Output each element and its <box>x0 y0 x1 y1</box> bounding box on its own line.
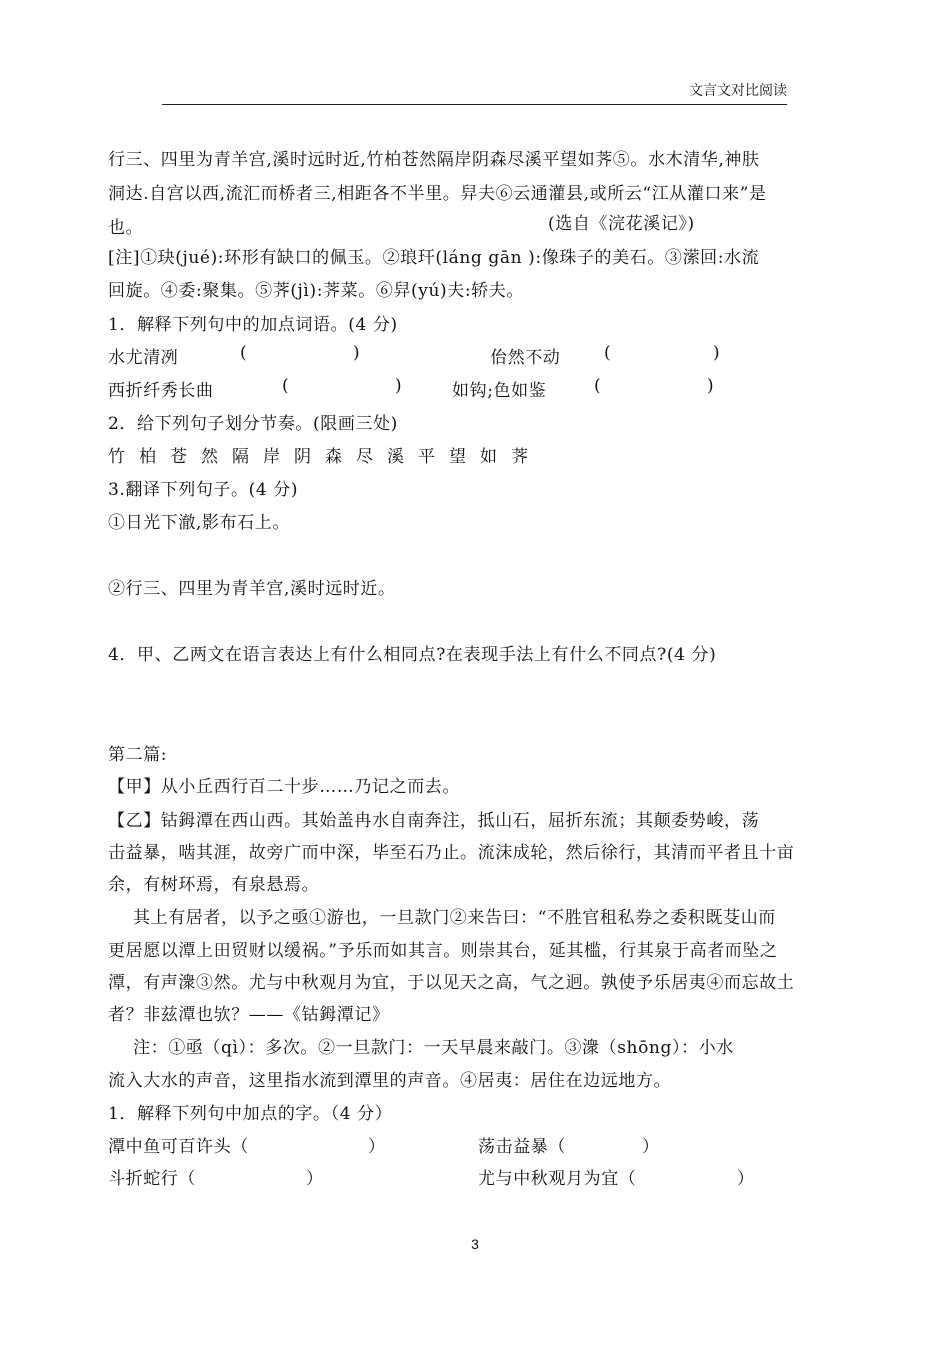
question-4: 4．甲、乙两文在语言表达上有什么相同点?在表现手法上有什么不同点?(4 分) <box>108 645 717 665</box>
passage-line: 更居愿以潭上田贸财以缓祸。”予乐而如其言。则崇其台，延其槛，行其泉于高者而坠之 <box>108 941 778 961</box>
passage-line: 也。 <box>108 218 144 238</box>
close-paren: ) <box>353 343 361 363</box>
translate-item: ①日光下澈,影布石上。 <box>108 513 291 533</box>
note-line: [注]①玦(jué):环形有缺口的佩玉。②琅玕(láng gān ):像珠子的美石。③潆回:水流 <box>108 248 760 268</box>
close-paren: ） <box>642 1137 660 1157</box>
translate-item: ②行三、四里为青羊宫,溪时远时近。 <box>108 579 396 599</box>
word-item: 潭中鱼可百许头（ <box>108 1137 249 1157</box>
close-paren: ） <box>306 1169 324 1189</box>
word-item: 水尤清冽 <box>108 348 179 368</box>
passage-jia: 【甲】从小丘西行百二十步……乃记之而去。 <box>108 777 460 797</box>
word-item: 斗折蛇行（ <box>108 1169 196 1189</box>
question-3: 3.翻译下列句子。(4 分) <box>108 480 299 500</box>
close-paren: ) <box>707 376 715 396</box>
open-paren: ( <box>240 343 248 363</box>
word-item: 佁然不动 <box>490 348 561 368</box>
close-paren: ） <box>368 1137 386 1157</box>
source-citation: (选自《浣花溪记》) <box>548 214 695 234</box>
note-line: 流入大水的声音，这里指水流到潭里的声音。④居夷：居住在边远地方。 <box>108 1071 672 1091</box>
word-item: 西折纤秀长曲 <box>108 381 214 401</box>
passage-line: 击益暴，啮其涯，故旁广而中深，毕至石乃止。流沫成轮，然后徐行，其清而平者且十亩 <box>108 843 795 863</box>
passage-line: 洞达.自宫以西,流汇而桥者三,相距各不半里。舁夫⑥云通灌县,或所云“江从灌口来”是 <box>108 184 767 204</box>
note-line: 回旋。④委:聚集。⑤荠(jì):荠菜。⑥舁(yú)夫:轿夫。 <box>108 281 524 301</box>
close-paren: ) <box>395 376 403 396</box>
question-2: 2．给下列句子划分节奏。(限画三处) <box>108 414 398 434</box>
passage-line: 者？非兹潭也欤？——《钴鉧潭记》 <box>108 1005 390 1025</box>
close-paren: ) <box>713 343 721 363</box>
passage-line: 【乙】钴鉧潭在西山西。其始盖冉水自南奔注，抵山石，屈折东流；其颠委势峻，荡 <box>108 811 760 831</box>
open-paren: ( <box>604 343 612 363</box>
note-line: 注：①亟（qì）：多次。②一旦款门：一天早晨来敲门。③潨（shōng）：小水 <box>133 1038 734 1058</box>
close-paren: ） <box>737 1169 755 1189</box>
word-item: 如钩;色如鉴 <box>452 381 547 401</box>
rhythm-sentence: 竹柏苍然隔岸阴森尽溪平望如荠 <box>108 447 542 467</box>
passage-line: 余，有树环焉，有泉悬焉。 <box>108 875 320 895</box>
passage-line: 潭，有声潨③然。尤与中秋观月为宜，于以见天之高，气之迥。孰使予乐居夷④而忘故土 <box>108 973 795 993</box>
question-1: 1．解释下列句中的加点词语。(4 分) <box>108 315 398 335</box>
page-header <box>162 78 787 105</box>
passage-line: 行三、四里为青羊宫,溪时远时近,竹柏苍然隔岸阴森尽溪平望如荠⑤。水木清华,神肤 <box>108 150 760 170</box>
passage-line: 其上有居者，以予之亟①游也，一旦款门②来告曰：“不胜官租私券之委积既芟山而 <box>133 908 776 928</box>
page-number: 3 <box>471 1236 479 1252</box>
word-item: 尤与中秋观月为宜（ <box>478 1169 637 1189</box>
word-item: 荡击益暴（ <box>478 1137 566 1157</box>
section-heading: 第二篇: <box>108 745 168 765</box>
header-title: 文言文对比阅读 <box>689 83 787 99</box>
open-paren: ( <box>594 376 602 396</box>
question-1: 1．解释下列句中加点的字。（4 分） <box>108 1104 393 1124</box>
open-paren: ( <box>282 376 290 396</box>
